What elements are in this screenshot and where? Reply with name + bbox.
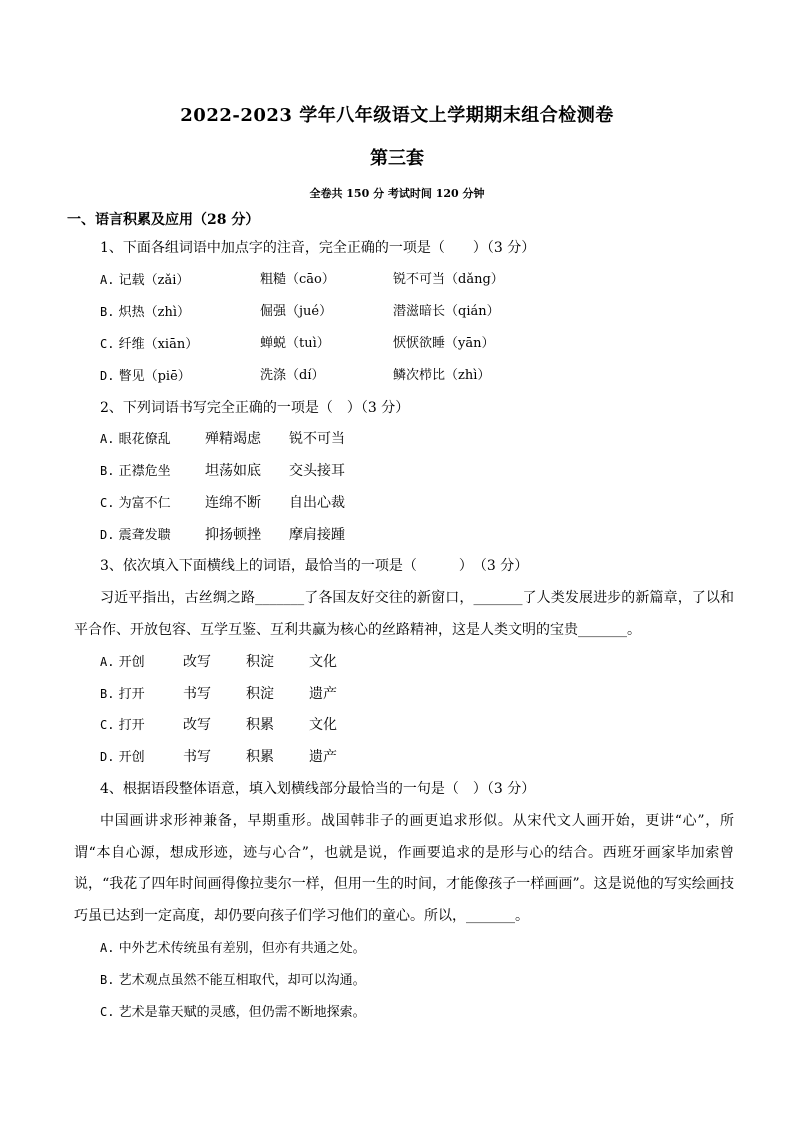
q3-option-d-item-3: 积累 — [246, 749, 274, 765]
option-item: 震聋发聩 — [118, 528, 171, 543]
q1-option-d-item-3: 鳞次栉比（zhì） — [393, 368, 491, 383]
option-item: 瞥见（piē） — [118, 369, 191, 384]
option-letter: D. — [100, 369, 115, 383]
exam-meta-info: 全卷共 150 分 考试时间 120 分钟 — [309, 187, 485, 200]
q3-option-b — [100, 684, 145, 705]
question-3-stem: 3、依次填入下面横线上的词语，最恰当的一项是（ ） （3 分） — [100, 558, 529, 574]
option-letter: A. — [100, 273, 115, 287]
q2-option-c-item-2: 连绵不断 — [205, 495, 261, 511]
q4-option-c — [100, 1002, 366, 1023]
option-text: 艺术观点虽然不能互相取代，却可以沟通。 — [118, 973, 366, 988]
option-item: 记载（zǎi） — [118, 273, 190, 288]
option-letter: A. — [100, 655, 115, 669]
q2-option-d-item-3: 摩肩接踵 — [289, 527, 345, 543]
q3-option-c — [100, 715, 145, 736]
q2-option-d-item-2: 抑扬顿挫 — [205, 527, 261, 543]
option-item: 为富不仁 — [118, 496, 171, 511]
option-item: 开创 — [118, 750, 145, 765]
q4-option-b — [100, 970, 366, 991]
q3-option-c-item-3: 积累 — [246, 717, 274, 733]
option-item: 打开 — [118, 687, 145, 702]
q1-option-b — [100, 302, 190, 323]
option-letter: C. — [100, 1005, 115, 1019]
q1-option-a — [100, 270, 189, 291]
q1-option-c-item-2: 蝉蜕（tuì） — [260, 336, 330, 351]
section-heading: 一、语言积累及应用（28 分） — [67, 212, 260, 228]
q2-option-c — [100, 493, 171, 514]
q2-option-b-item-3: 交头接耳 — [289, 463, 345, 479]
q3-option-b-item-2: 书写 — [183, 686, 211, 702]
q3-option-a-item-3: 积淀 — [246, 654, 274, 670]
q1-option-a-item-3: 锐不可当（dǎng） — [393, 272, 504, 287]
q3-option-a-item-2: 改写 — [183, 654, 211, 670]
exam-title: 2022-2023 学年八年级语文上学期期末组合检测卷 — [180, 105, 614, 126]
option-letter: B. — [100, 305, 115, 319]
option-letter: D. — [100, 750, 115, 764]
q1-option-b-item-2: 倔强（jué） — [260, 304, 333, 319]
q1-option-d — [100, 366, 191, 387]
question-2-stem: 2、下列词语书写完全正确的一项是（ ）（3 分） — [100, 400, 410, 416]
option-item: 炽热（zhì） — [118, 305, 190, 320]
q1-option-d-item-2: 洗涤（dí） — [260, 368, 325, 383]
question-3-passage: 习近平指出，古丝绸之路_______了各国友好交往的新窗口，_______了人类发展进步的新篇章，了以和平合作、开放包容、互学互鉴、互利共赢为核心的丝路精神，这是人类文明的宝贵_______。 — [74, 590, 734, 638]
q2-option-a-item-3: 锐不可当 — [289, 431, 345, 447]
option-text: 中外艺术传统虽有差别，但亦有共通之处。 — [118, 941, 366, 956]
q3-option-c-item-4: 文化 — [309, 717, 337, 733]
exam-set-label: 第三套 — [370, 148, 424, 169]
option-letter: C. — [100, 496, 115, 510]
question-4-stem: 4、根据语段整体语意，填入划横线部分最恰当的一句是（ ）（3 分） — [100, 781, 536, 797]
option-letter: B. — [100, 973, 115, 987]
option-item: 眼花僚乱 — [118, 432, 171, 447]
option-letter: C. — [100, 718, 115, 732]
q2-option-d — [100, 525, 171, 546]
question-1-stem: 1、下面各组词语中加点字的注音，完全正确的一项是（ ）（3 分） — [100, 240, 536, 256]
q3-option-d-item-2: 书写 — [183, 749, 211, 765]
q2-option-c-item-3: 自出心裁 — [289, 495, 345, 511]
q2-option-b-item-2: 坦荡如底 — [205, 463, 261, 479]
q3-option-d — [100, 747, 145, 768]
q4-option-a — [100, 938, 366, 959]
q3-option-b-item-3: 积淀 — [246, 686, 274, 702]
q3-option-a-item-4: 文化 — [309, 654, 337, 670]
q3-option-b-item-4: 遗产 — [309, 686, 337, 702]
option-letter: C. — [100, 337, 115, 351]
option-letter: B. — [100, 687, 115, 701]
q1-option-c — [100, 334, 198, 355]
q1-option-a-item-2: 粗糙（cāo） — [260, 272, 335, 287]
q1-option-c-item-3: 恹恹欲睡（yān） — [393, 336, 495, 351]
option-item: 正襟危坐 — [118, 464, 171, 479]
question-4-passage: 中国画讲求形神兼备，早期重形。战国韩非子的画更追求形似。从宋代文人画开始，更讲“心”，所谓“本自心源，想成形迹，迹与心合”，也就是说，作画要追求的是形与心的结合。西班牙画家毕加索曾说，“我花了四年时间画得像拉斐尔一样，但用一生的时间，才能像孩子一样画画”。这是说他的写实绘画技巧虽已达到一定高度，却仍要向孩子们学习他们的童心。所以，_______。 — [74, 813, 734, 924]
option-letter: A. — [100, 432, 115, 446]
option-item: 纤维（xiān） — [118, 337, 199, 352]
q3-option-d-item-4: 遗产 — [309, 749, 337, 765]
q3-option-a — [100, 652, 145, 673]
q3-option-c-item-2: 改写 — [183, 717, 211, 733]
q2-option-a-item-2: 殚精竭虑 — [205, 431, 261, 447]
option-item: 开创 — [118, 655, 145, 670]
q2-option-b — [100, 461, 171, 482]
option-letter: D. — [100, 528, 115, 542]
q1-option-b-item-3: 潜滋暗长（qián） — [393, 304, 500, 319]
option-letter: A. — [100, 941, 115, 955]
q2-option-a — [100, 429, 171, 450]
option-item: 打开 — [118, 718, 145, 733]
option-letter: B. — [100, 464, 115, 478]
option-text: 艺术是靠天赋的灵感，但仍需不断地探索。 — [118, 1005, 366, 1020]
